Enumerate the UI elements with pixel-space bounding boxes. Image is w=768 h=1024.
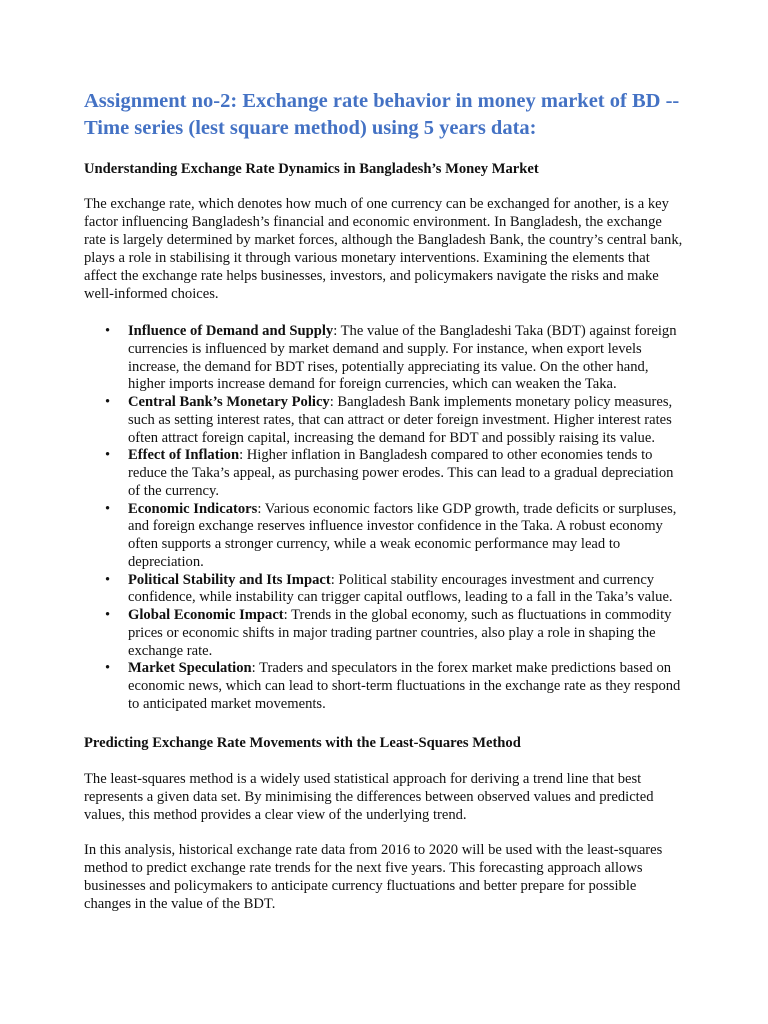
bullet-icon: • <box>105 607 111 623</box>
bullet-item-political-stability <box>84 572 684 608</box>
section-heading-understanding: Understanding Exchange Rate Dynamics in Bangladesh’s Money Market <box>84 161 539 177</box>
bullet-icon: • <box>105 571 111 588</box>
bullet-term: Influence of Demand and Supply <box>128 323 334 339</box>
bullet-icon: • <box>105 660 111 677</box>
bullet-item-demand-supply <box>84 323 684 394</box>
bullet-text: : Trends in the global economy, such as fluctuations in commodity prices or economic shifts in major trading partner countries, also play a role in shaping the exchange rate. <box>128 607 672 659</box>
bullet-item-economic-indicators <box>84 501 684 572</box>
document-title: Assignment no-2: Exchange rate behavior in money market of BD -- Time series (lest square method) using 5 years data: <box>84 90 680 139</box>
bullet-item-market-speculation <box>84 660 684 713</box>
bullet-text: : Political stability encourages investment and currency confidence, while instability can trigger capital outflows, leading to a fall in the Taka’s value. <box>128 571 673 606</box>
bullet-item-inflation <box>84 447 684 500</box>
bullet-term: Political Stability and Its Impact <box>128 571 331 588</box>
least-squares-paragraph: The least-squares method is a widely used statistical approach for deriving a trend line that best represents a given data set. By minimising the differences between observed values and predicted values, this method provides a clear view of the underlying trend. <box>84 770 654 823</box>
bullet-icon: • <box>105 500 111 517</box>
bullet-text: : Traders and speculators in the forex market make predictions based on economic news, which can lead to short-term fluctuations in the exchange rate as they respond to anticipated market movements. <box>128 660 681 712</box>
factors-bullet-list <box>84 323 684 714</box>
intro-paragraph: The exchange rate, which denotes how much of one currency can be exchanged for another, is a key factor influencing Bangladesh’s financial and economic environment. In Bangladesh, the exchange rate is largely determined by market forces, although the Bangladesh Bank, the country’s central bank, plays a role in stabilising it through various monetary interventions. Examining the elements that affect the exchange rate helps businesses, investors, and policymakers navigate the risks and make well-informed choices. <box>84 196 683 302</box>
bullet-icon: • <box>105 447 111 464</box>
bullet-term: Economic Indicators <box>128 500 258 517</box>
bullet-term: Market Speculation <box>128 660 252 677</box>
analysis-paragraph: In this analysis, historical exchange rate data from 2016 to 2020 will be used with the least-squares method to predict exchange rate trends for the next five years. This forecasting approach allows businesses and policymakers to anticipate currency fluctuations and better prepare for possible changes in the value of the BDT. <box>84 841 663 912</box>
bullet-term: Central Bank’s Monetary Policy <box>128 394 330 410</box>
bullet-text: : Bangladesh Bank implements monetary policy measures, such as setting interest rates, that can attract or deter foreign investment. Higher interest rates often attract foreign capital, increasing the demand for BDT and possibly raising its value. <box>128 394 673 446</box>
bullet-term: Global Economic Impact <box>128 607 284 623</box>
bullet-icon: • <box>105 394 111 410</box>
bullet-item-monetary-policy <box>84 394 684 447</box>
bullet-text: : Higher inflation in Bangladesh compared to other economies tends to reduce the Taka’s appeal, as purchasing power erodes. This can lead to a gradual depreciation of the currency. <box>128 447 674 499</box>
bullet-text: : The value of the Bangladeshi Taka (BDT) against foreign currencies is influenced by market demand and supply. For instance, when export levels increase, the demand for BDT rises, potentially appreciating its value. On the other hand, higher imports increase demand for foreign currencies, which can weaken the Taka. <box>128 323 677 393</box>
bullet-term: Effect of Inflation <box>128 447 240 464</box>
bullet-icon: • <box>105 323 111 339</box>
bullet-item-global-impact <box>84 607 684 660</box>
bullet-text: : Various economic factors like GDP growth, trade deficits or surpluses, and foreign exchange reserves influence investor confidence in the Taka. A robust economy often supports a stronger currency, while a weak economic performance may lead to depreciation. <box>128 500 677 570</box>
section-heading-least-squares: Predicting Exchange Rate Movements with the Least-Squares Method <box>84 734 521 751</box>
